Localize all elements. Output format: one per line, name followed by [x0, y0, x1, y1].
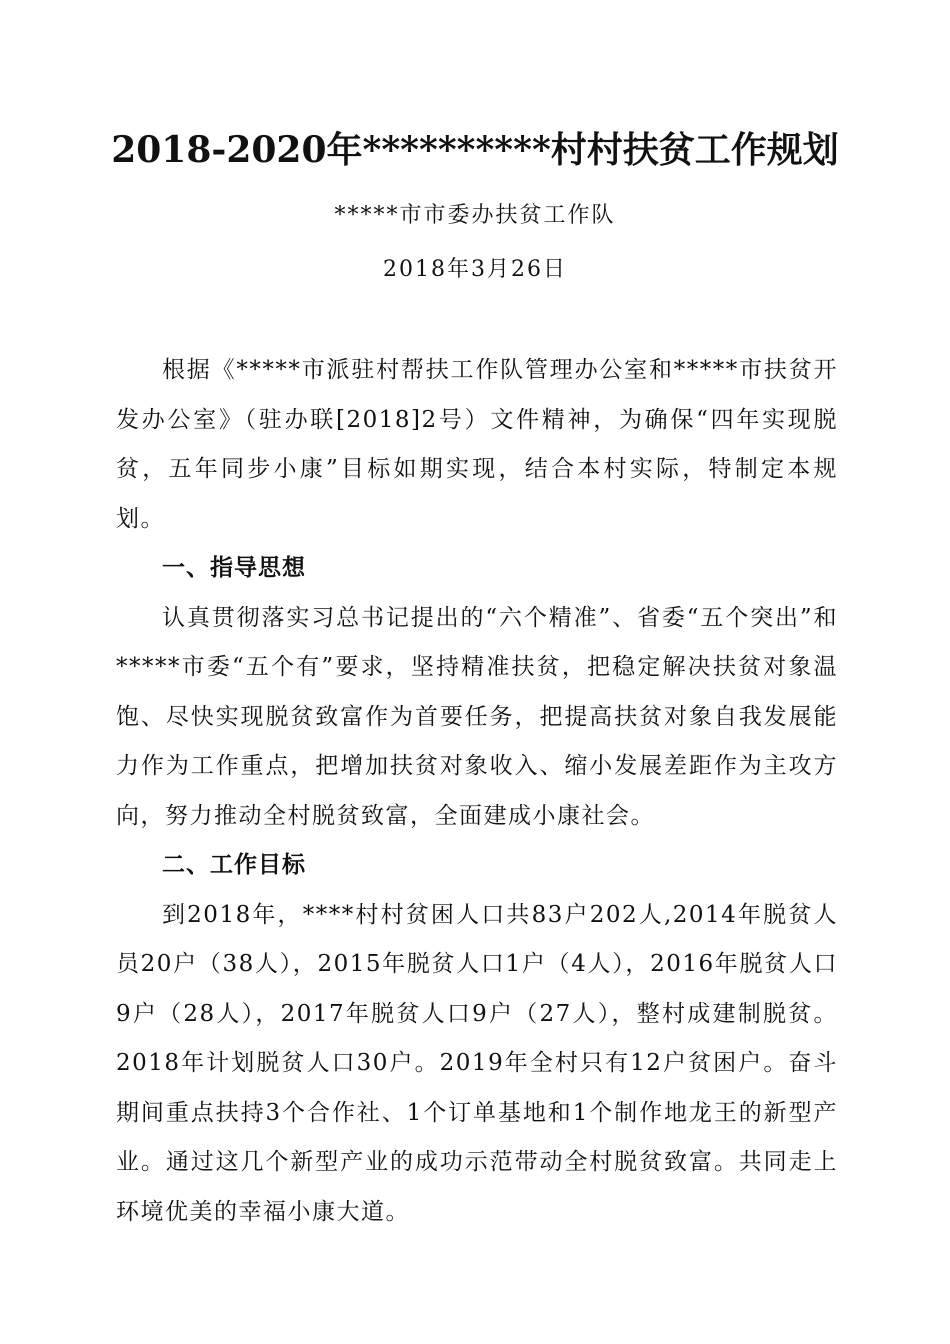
section-paragraph-guiding-ideology: 认真贯彻落实习总书记提出的“六个精准”、省委“五个突出”和*****市委“五个有”要求，坚持精准扶贫，把稳定解决扶贫对象温饱、尽快实现脱贫致富作为首要任务，把提高扶贫对象自我发展能力作为工作重点，把增加扶贫对象收入、缩小发展差距作为主攻方向，努力推动全村脱贫致富，全面建成小康社会。	[116, 604, 838, 829]
section-paragraph-work-goals: 到2018年，****村村贫困人口共83户202人,2014年脱贫人员20户（38人），2015年脱贫人口1户（4人），2016年脱贫人口9户（28人），2017年脱贫人口9户（27人），整村成建制脱贫。2018年计划脱贫人口30户。2019年全村只有12户贫困户。奋斗期间重点扶持3个合作社、1个订单基地和1个制作地龙王的新型产业。通过这几个新型产业的成功示范带动全村脱贫致富。共同走上环境优美的幸福小康大道。	[116, 901, 838, 1225]
document-date: 2018年3月26日	[383, 257, 567, 282]
document-organization: *****市市委办扶贫工作队	[334, 203, 616, 228]
document-title: 2018-2020年**********村村扶贫工作规划	[111, 129, 839, 171]
intro-paragraph: 根据《*****市派驻村帮扶工作队管理办公室和*****市扶贫开发办公室》（驻办联[2018]2号）文件精神，为确保“四年实现脱贫，五年同步小康”目标如期实现，结合本村实际，特制定本规划。	[116, 357, 838, 532]
section-heading-work-goals: 二、工作目标	[162, 852, 306, 878]
document-body	[116, 346, 838, 1237]
section-heading-guiding-ideology: 一、指导思想	[162, 555, 306, 581]
